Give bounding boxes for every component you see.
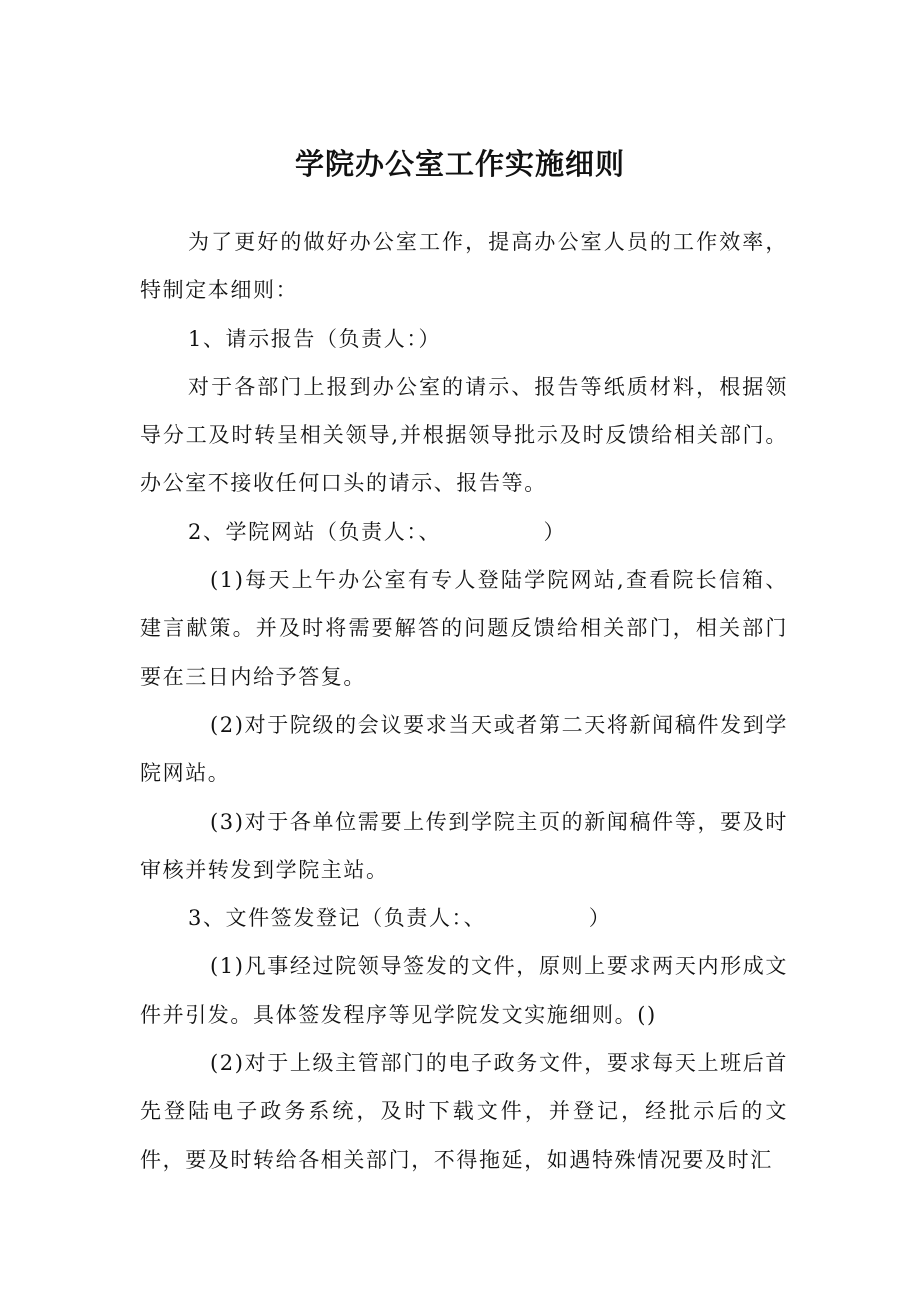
- section-3-heading: 3、文件签发登记（负责人：、 ）: [188, 906, 612, 931]
- section-1-body: 对于各部门上报到办公室的请示、报告等纸质材料，根据领导分工及时转呈相关领导,并根据领导批示及时反馈给相关部门。办公室不接收任何口头的请示、报告等。: [140, 374, 788, 496]
- section-3-item-1: (1)凡事经过院领导签发的文件，原则上要求两天内形成文件并引发。具体签发程序等见学院发文实施细则。(): [140, 954, 788, 1027]
- section-2-item-2: (2)对于院级的会议要求当天或者第二天将新闻稿件发到学院网站。: [140, 712, 788, 786]
- document-body: [140, 218, 788, 1184]
- section-3-item-2: (2)对于上级主管部门的电子政务文件，要求每天上班后首先登陆电子政务系统，及时下载文件，并登记，经批示后的文件，要及时转给各相关部门，不得拖延，如遇特殊情况要及时汇: [140, 1051, 788, 1172]
- section-2-item-3: (3)对于各单位需要上传到学院主页的新闻稿件等，要及时审核并转发到学院主站。: [140, 809, 788, 882]
- document-title: 学院办公室工作实施细则: [294, 147, 625, 181]
- section-2-heading: 2、学院网站（负责人：、 ）: [188, 519, 567, 544]
- section-2-item-1: (1)每天上午办公室有专人登陆学院网站,查看院长信箱、建言献策。并及时将需要解答的问题反馈给相关部门，相关部门要在三日内给予答复。: [140, 568, 788, 689]
- intro-paragraph: 为了更好的做好办公室工作，提高办公室人员的工作效率，特制定本细则：: [140, 230, 788, 303]
- section-1-heading: 1、请示报告（负责人：）: [188, 326, 442, 351]
